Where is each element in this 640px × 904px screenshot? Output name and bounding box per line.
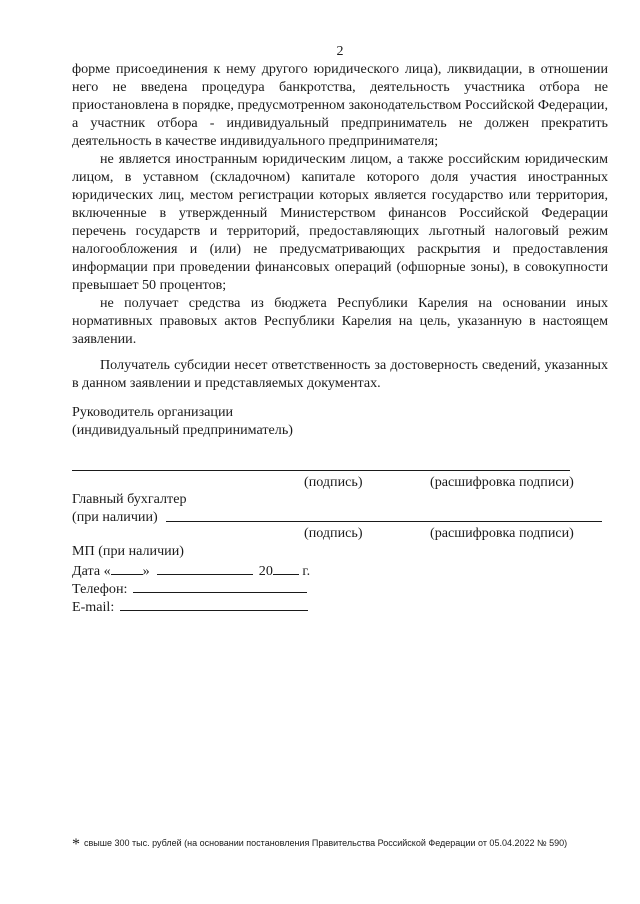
paragraph-foreign-entity: не является иностранным юридическим лицом, а также российским юридическим лицом, в уставном (складочном) капитале которого доля участия иностранных юридических лиц, местом регистрации которых является государство или территория, включенные в утвержденный Министерством финансов Российской Федерации перечень государств и территорий, предоставляющих льготный налоговый режим налогообложения и (или) не предусматривающих раскрытия и предоставления информации при проведении финансовых операций (офшорные зоны), в совокупности превышает 50 процентов;	[72, 151, 608, 293]
date-day-blank[interactable]	[111, 560, 143, 575]
email-blank[interactable]	[120, 596, 308, 611]
footnote-text: свыше 300 тыс. рублей (на основании постановления Правительства Российской Федерации от 05.04.2022 № 590)	[84, 838, 568, 848]
head-decoding-caption: (расшифровка подписи)	[430, 474, 574, 490]
date-year-blank[interactable]	[273, 560, 299, 575]
stamp-label: МП (при наличии)	[72, 543, 184, 559]
paragraph-budget-funds: не получает средства из бюджета Республики Карелия на основании иных нормативных правовых актов Республики Карелия на цель, указанную в настоящем заявлении.	[72, 295, 608, 347]
paragraph-responsibility: Получатель субсидии несет ответственность за достоверность сведений, указанных в данном заявлении и представляемых документах.	[72, 357, 608, 391]
footnote	[72, 836, 567, 854]
page-number: 2	[336, 44, 344, 59]
accountant-label: Главный бухгалтер (при наличии)	[72, 491, 187, 525]
email-field	[72, 596, 308, 616]
phone-field	[72, 578, 307, 598]
footnote-marker: *	[72, 836, 80, 853]
head-position-label: Руководитель организации (индивидуальный предприниматель)	[72, 404, 293, 438]
document-body	[72, 60, 608, 392]
accountant-decoding-caption: (расшифровка подписи)	[430, 525, 574, 541]
phone-label: Телефон:	[72, 581, 128, 597]
accountant-signature-caption: (подпись)	[304, 525, 363, 541]
head-signature-caption: (подпись)	[304, 474, 363, 490]
accountant-signature-line[interactable]	[166, 521, 602, 522]
head-signature-line[interactable]	[72, 470, 570, 471]
paragraph-liquidation: форме присоединения к нему другого юридического лица), ликвидации, в отношении него не введена процедура банкротства, деятельность участника отбора не приостановлена в порядке, предусмотренном законодательством Российской Федерации, а участник отбора - индивидуальный предприниматель не должен прекратить деятельность в качестве индивидуального предпринимателя;	[72, 61, 608, 149]
email-label: E-mail:	[72, 599, 115, 615]
date-label: Дата «	[72, 563, 111, 579]
phone-blank[interactable]	[133, 578, 307, 593]
date-field: Дата « » 20 г.	[72, 560, 310, 580]
date-month-blank[interactable]	[157, 560, 253, 575]
